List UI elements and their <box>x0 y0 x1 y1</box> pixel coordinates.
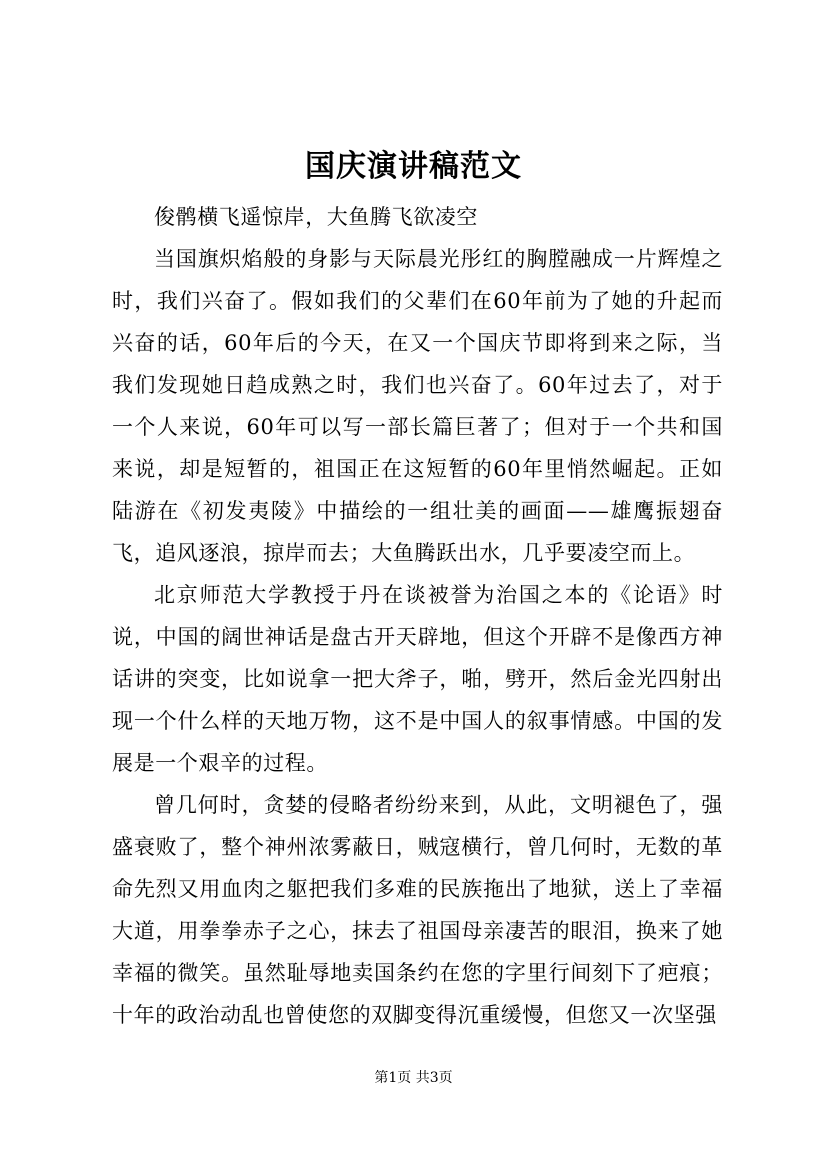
paragraph-subtitle: 俊鹘横飞遥惊岸，大鱼腾飞欲凌空 <box>154 205 478 229</box>
paragraph: 北京师范大学教授于丹在谈被誉为治国之本的《论语》时说，中国的阔世神话是盘古开天辟地，但这个开辟不是像西方神话讲的突变，比如说拿一把大斧子，啪，劈开，然后金光四射出现一个什么样的天地万物，这不是中国人的叙事情感。中国的发展是一个艰辛的过程。 <box>112 583 723 775</box>
document-body <box>112 196 723 1036</box>
page-footer: 第1页 共3页 <box>374 1070 453 1086</box>
paragraph: 曾几何时，贪婪的侵略者纷纷来到，从此，文明褪色了，强盛衰败了，整个神州浓雾蔽日，贼寇横行，曾几何时，无数的革命先烈又用血肉之躯把我们多难的民族拖出了地狱，送上了幸福大道，用拳拳赤子之心，抹去了祖国母亲凄苦的眼泪，换来了她幸福的微笑。虽然耻辱地卖国条约在您的字里行间刻下了疤痕；十年的政治动乱也曾使您的双脚变得沉重缓慢，但您又一次坚强 <box>112 793 723 1027</box>
document-title: 国庆演讲稿范文 <box>305 149 522 184</box>
paragraph: 当国旗炽焰般的身影与天际晨光彤红的胸膛融成一片辉煌之时，我们兴奋了。假如我们的父辈们在60年前为了她的升起而兴奋的话，60年后的今天，在又一个国庆节即将到来之际，当我们发现她日趋成熟之时，我们也兴奋了。60年过去了，对于一个人来说，60年可以写一部长篇巨著了；但对于一个共和国来说，却是短暂的，祖国正在这短暂的60年里悄然崛起。正如陆游在《初发夷陵》中描绘的一组壮美的画面——雄鹰振翅奋飞，追风逐浪，掠岸而去；大鱼腾跃出水，几乎要凌空而上。 <box>112 247 723 565</box>
